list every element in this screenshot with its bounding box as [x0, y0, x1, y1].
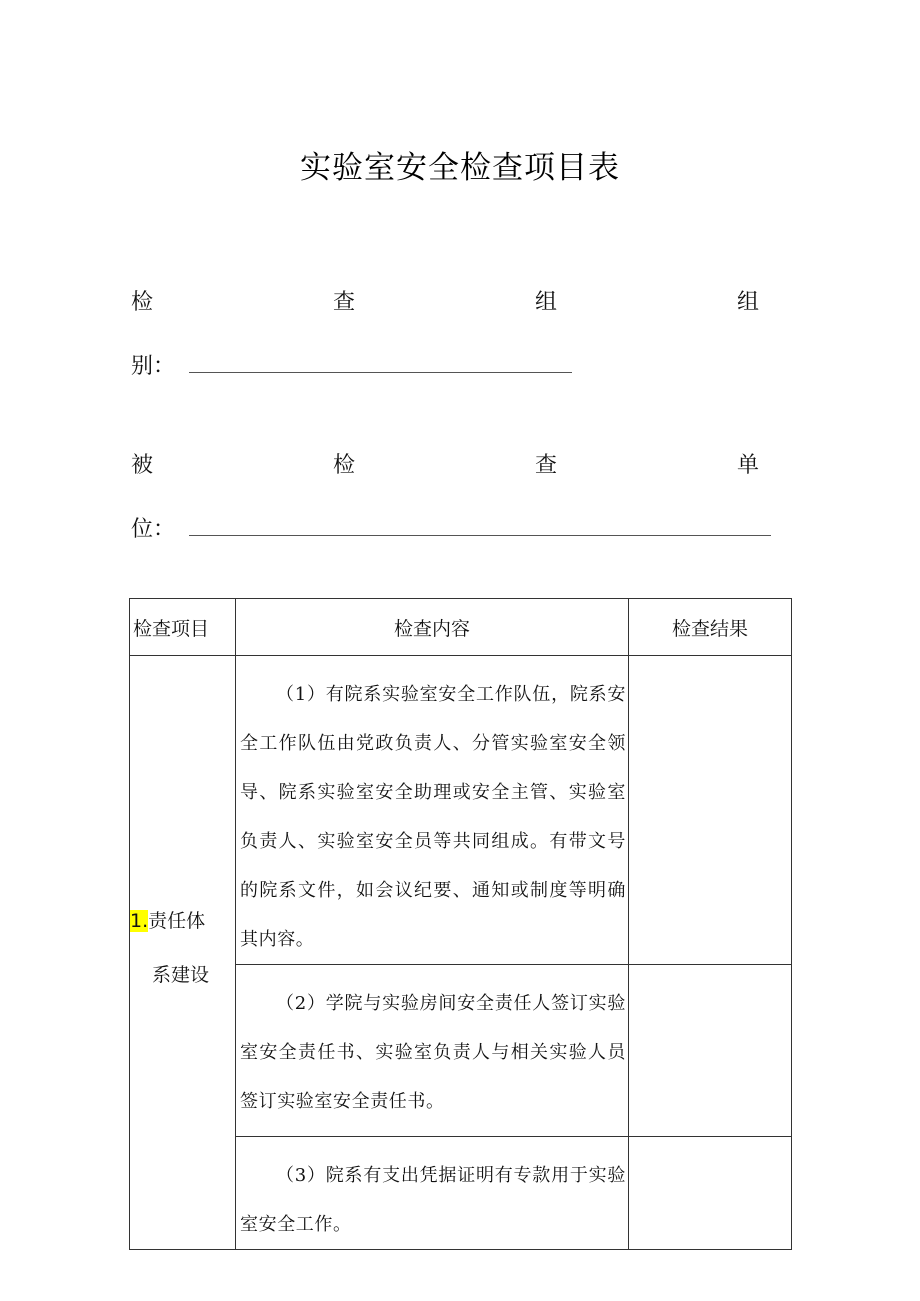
result-cell[interactable] — [629, 1137, 792, 1250]
content-text: （1）有院系实验室安全工作队伍，院系安全工作队伍由党政负责人、分管实验室安全领导、院系实验室安全助理或安全主管、实验室负责人、实验室安全员等共同组成。有带文号的院系文件，如会议纪要、通知或制度等明确其内容。 — [240, 684, 626, 950]
header-content: 检查内容 — [236, 599, 629, 656]
page-title: 实验室安全检查项目表 — [300, 150, 620, 186]
item-title-line2: 系建设 — [152, 964, 210, 986]
content-text: （3）院系有支出凭据证明有专款用于实验室安全工作。 — [240, 1165, 626, 1235]
label-char: 检 — [332, 453, 355, 478]
content-cell — [236, 1137, 629, 1250]
label-char: 检 — [131, 290, 154, 315]
label-char: 组 — [534, 290, 557, 315]
inspected-unit-field — [131, 448, 759, 542]
inspection-group-field — [131, 285, 759, 379]
inspection-group-fill-line[interactable] — [189, 372, 572, 373]
label-char: 组 — [736, 290, 759, 315]
item-number: 1. — [130, 910, 149, 932]
header-result: 检查结果 — [629, 599, 792, 656]
content-text: （2）学院与实验房间安全责任人签订实验室安全责任书、实验室负责人与相关实验人员签订实验室安全责任书。 — [240, 993, 626, 1112]
inspected-unit-fill-line[interactable] — [189, 535, 771, 536]
content-cell — [236, 656, 629, 965]
inspection-group-label-row — [131, 285, 759, 315]
label-char: 被 — [131, 453, 154, 478]
label-char: 查 — [534, 453, 557, 478]
label-char: 单 — [736, 453, 759, 478]
content-cell — [236, 965, 629, 1137]
inspection-table — [129, 598, 792, 1250]
result-cell[interactable] — [629, 656, 792, 965]
label-char: 查 — [332, 290, 355, 315]
inspected-unit-label-row — [131, 448, 759, 478]
header-item: 检查项目 — [130, 599, 236, 656]
item-title-line1: 责任体 — [148, 910, 206, 932]
result-cell[interactable] — [629, 965, 792, 1137]
label-suffix: 别： — [131, 354, 176, 379]
label-suffix: 位： — [131, 517, 176, 542]
item-cell — [130, 656, 236, 1250]
